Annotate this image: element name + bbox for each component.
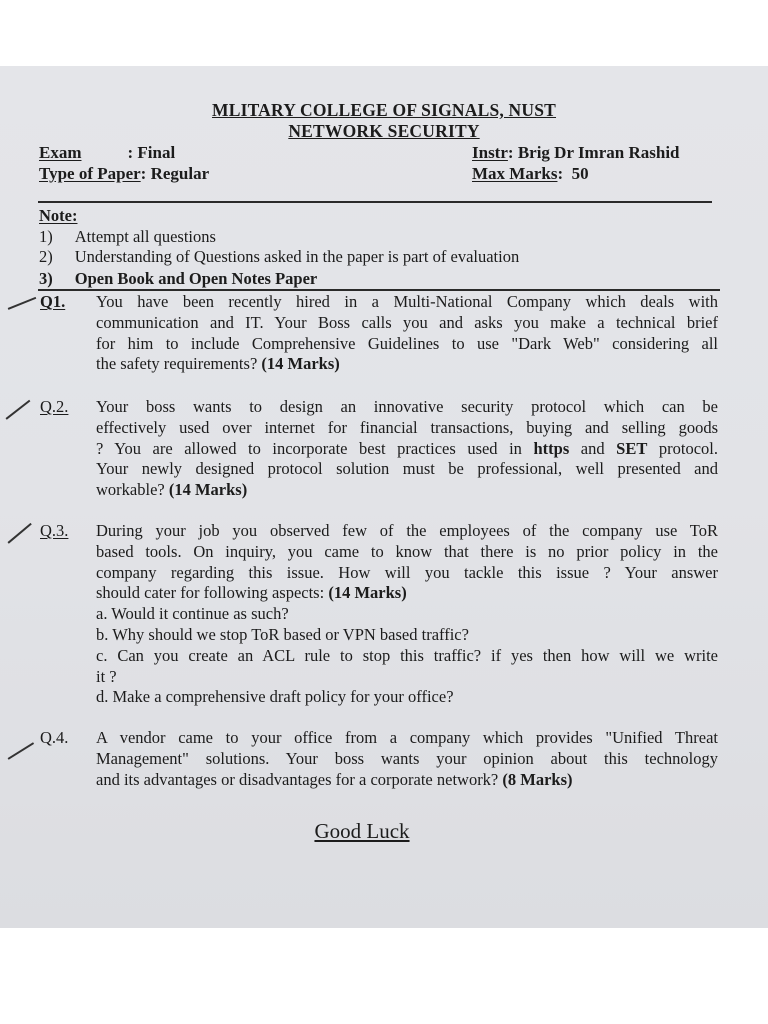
question-marks: (14 Marks) xyxy=(261,354,340,374)
max-marks-row xyxy=(472,164,589,184)
question-part: it ? xyxy=(96,666,117,686)
exam-label: Exam xyxy=(39,143,82,162)
question-line-text: workable? xyxy=(96,480,169,500)
check-mark-icon xyxy=(8,742,34,759)
check-mark-icon xyxy=(8,523,32,543)
instructor-row xyxy=(472,143,680,163)
question-line-text: protocol. xyxy=(647,438,718,458)
protocol-https: https xyxy=(533,438,570,458)
question-line xyxy=(96,480,718,501)
question-2-text xyxy=(96,397,718,501)
question-line: company regarding this issue. How will you tackle this issue ? Your answer xyxy=(96,562,718,582)
question-marks: (8 Marks) xyxy=(502,769,573,789)
note-number: 1) xyxy=(39,227,53,246)
max-marks-value: : 50 xyxy=(557,164,589,183)
question-line-text: and its advantages or disadvantages for a corporate network? xyxy=(96,769,503,789)
question-line xyxy=(96,770,718,791)
check-mark-icon xyxy=(6,400,31,420)
question-line: based tools. On inquiry, you came to know that there is no prior policy in the xyxy=(96,541,718,561)
instructor-value: : Brig Dr Imran Rashid xyxy=(507,143,680,162)
question-number: Q.4. xyxy=(40,728,69,747)
question-line-text: ? You are allowed to incorporate best practices used in xyxy=(96,438,534,458)
question-number: Q1. xyxy=(40,292,66,311)
question-3-text xyxy=(96,521,718,708)
note-number: 2) xyxy=(39,247,53,266)
question-4-text xyxy=(96,728,718,790)
question-line: for him to include Comprehensive Guidelines to use "Dark Web" considering all xyxy=(96,333,718,353)
note-number: 3) xyxy=(39,269,53,288)
question-line-text: and xyxy=(569,438,617,458)
question-line: effectively used over internet for financial transactions, buying and selling goods xyxy=(96,417,718,437)
exam-paper xyxy=(0,66,768,928)
question-number: Q.2. xyxy=(40,397,69,416)
note-text: Attempt all questions xyxy=(74,227,216,246)
paper-type-value: : Regular xyxy=(140,164,210,183)
protocol-set: SET xyxy=(616,438,648,458)
course-title: NETWORK SECURITY xyxy=(288,121,480,141)
question-line-text: should cater for following aspects: xyxy=(96,583,329,603)
question-1-text xyxy=(96,292,718,375)
note-item xyxy=(39,227,216,247)
question-line: You have been recently hired in a Multi-National Company which deals with xyxy=(96,292,718,311)
check-mark-icon xyxy=(8,297,36,310)
exam-type-row xyxy=(39,143,175,163)
question-number: Q.3. xyxy=(40,521,69,540)
question-part: c. Can you create an ACL rule to stop this traffic? if yes then how will we write xyxy=(96,645,718,665)
note-item xyxy=(39,247,519,267)
question-marks: (14 Marks) xyxy=(168,480,248,500)
college-title: MLITARY COLLEGE OF SIGNALS, NUST xyxy=(211,100,557,120)
max-marks-label: Max Marks xyxy=(472,164,558,183)
question-marks: (14 Marks) xyxy=(328,583,407,603)
instructor-label: Instr xyxy=(472,143,508,162)
question-line xyxy=(96,583,718,604)
question-part: d. Make a comprehensive draft policy for your office? xyxy=(96,687,454,707)
question-part: a. Would it continue as such? xyxy=(96,604,289,624)
closing-text: Good Luck xyxy=(314,819,410,843)
question-line xyxy=(96,439,718,460)
note-heading: Note: xyxy=(39,206,78,225)
question-line xyxy=(96,354,718,375)
question-line: communication and IT. Your Boss calls you and asks you make a technical brief xyxy=(96,312,718,332)
paper-type-row xyxy=(39,164,209,184)
note-item xyxy=(39,269,317,289)
exam-value: : Final xyxy=(127,143,176,162)
header-divider xyxy=(38,201,712,203)
question-line: Your newly designed protocol solution must be professional, well presented and xyxy=(96,459,718,479)
question-line: A vendor came to your office from a company which provides "Unified Threat xyxy=(96,728,718,747)
question-part: b. Why should we stop ToR based or VPN based traffic? xyxy=(96,624,469,644)
question-line-text: the safety requirements? xyxy=(96,354,262,374)
paper-type-label: Type of Paper xyxy=(39,164,141,183)
question-line: Management" solutions. Your boss wants your opinion about this technology xyxy=(96,748,718,768)
notes-divider xyxy=(38,289,720,291)
note-text: Open Book and Open Notes Paper xyxy=(74,269,318,288)
question-line: Your boss wants to design an innovative security protocol which can be xyxy=(96,397,718,416)
question-line: During your job you observed few of the employees of the company use ToR xyxy=(96,521,718,540)
note-text: Understanding of Questions asked in the paper is part of evaluation xyxy=(74,247,520,266)
